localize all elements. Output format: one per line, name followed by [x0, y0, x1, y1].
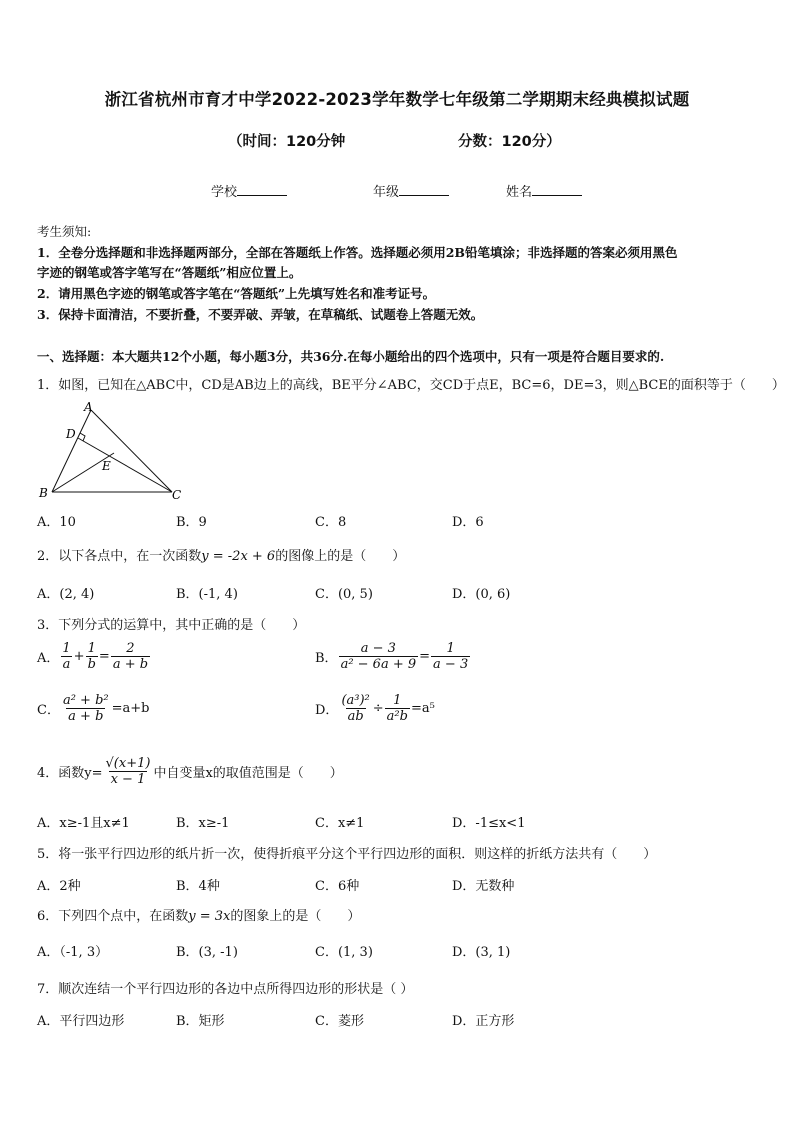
q4-option-b: B．x≥-1 [176, 816, 230, 831]
section-heading: 一、选择题：本大题共12个小题，每小题3分，共36分.在每小题给出的四个选项中，只有一项是符合题目要求的. [37, 349, 665, 364]
denominator: a + b [68, 709, 104, 724]
q6-stem-pre: 6．下列四个点中，在函数 [37, 909, 189, 924]
q2-stem-post: 的图像上的是（ ） [275, 549, 406, 564]
q7-option-b: B．矩形 [176, 1014, 225, 1029]
q3-stem: 3．下列分式的运算中，其中正确的是（ ） [37, 618, 306, 633]
fraction [431, 641, 470, 672]
school-blank [237, 183, 287, 196]
q1-option-b: B．9 [176, 515, 207, 530]
exam-score: 分数：120分） [458, 134, 561, 150]
fraction [385, 693, 410, 724]
numerator: 1 [446, 641, 455, 656]
q4-stem-post: 中自变量x的取值范围是（ ） [153, 766, 343, 781]
q2-option-b: B．(-1, 4) [176, 587, 238, 602]
q3-option-c [37, 693, 149, 724]
q1-option-a: A．10 [37, 515, 76, 530]
denominator: ab [347, 709, 364, 724]
rhs-text: =a⁵ [410, 701, 435, 716]
label-b: B [39, 486, 48, 500]
q3-b-label: B． [315, 651, 338, 666]
notice-item-3: 3．保持卡面清洁，不要折叠，不要弄破、弄皱，在草稿纸、试题卷上答题无效。 [37, 307, 484, 322]
fraction [60, 641, 72, 672]
q3-a-label: A． [37, 651, 60, 666]
q6-option-a: A．（-1, 3） [37, 945, 109, 960]
name-field [506, 181, 582, 200]
q5-option-c: C．6种 [315, 879, 360, 894]
numerator: a² + b² [62, 693, 109, 708]
q1-stem: 1．如图，已知在△ABC中，CD是AB边上的高线，BE平分∠ABC，交CD于点E，BC=6，DE=3，则△BCE的面积等于（ ） [37, 378, 785, 393]
exam-time: （时间：120分钟 [228, 134, 346, 150]
q4-stem [37, 756, 343, 787]
notice-item-2: 2．请用黑色字迹的钢笔或答字笔在“答题纸”上先填写姓名和准考证号。 [37, 286, 436, 301]
label-e: E [102, 459, 111, 473]
q4-option-a: A．x≥-1且x≠1 [37, 816, 130, 831]
label-a: A [84, 400, 93, 414]
denominator: b [87, 657, 96, 672]
numerator: √(x+1) [105, 756, 151, 771]
notice-item-1a: 1．全卷分选择题和非选择题两部分，全部在答题纸上作答。选择题必须用2B铅笔填涂；非选择题的答案必须用黑色 [37, 245, 678, 260]
numerator: (a³)² [341, 693, 370, 708]
numerator: a − 3 [360, 641, 396, 656]
q2-stem-pre: 2．以下各点中，在一次函数 [37, 549, 202, 564]
school-label: 学校 [211, 185, 238, 200]
grade-field [373, 181, 449, 200]
altitude-cd [78, 438, 172, 492]
q2-stem [37, 545, 405, 564]
q3-c-label: C． [37, 703, 60, 718]
q5-stem: 5．将一张平行四边形的纸片折一次，使得折痕平分这个平行四边形的面积．则这样的折纸方法共有（ ） [37, 847, 657, 862]
exam-title: 浙江省杭州市育才中学2022-2023学年数学七年级第二学期期末经典模拟试题 [104, 90, 690, 109]
label-d: D [66, 427, 76, 441]
denominator: a² − 6a + 9 [340, 657, 417, 672]
fraction [111, 641, 150, 672]
q1-triangle-figure [36, 396, 186, 504]
q1-option-d: D．6 [452, 515, 484, 530]
denominator: a²b [386, 709, 408, 724]
q5-option-d: D．无数种 [452, 879, 515, 894]
q6-stem [37, 905, 360, 924]
q4-stem-pre: 4．函数y= [37, 766, 103, 781]
q3-option-a [37, 641, 151, 672]
q2-option-d: D．(0, 6) [452, 587, 511, 602]
q6-formula: y = 3x [188, 909, 231, 924]
notice-item-1b: 字迹的钢笔或答字笔写在“答题纸”相应位置上。 [37, 265, 302, 280]
q3-d-label: D． [315, 703, 339, 718]
school-field [211, 181, 287, 200]
q3-option-b [315, 641, 471, 672]
q7-stem: 7．顺次连结一个平行四边形的各边中点所得四边形的形状是（ ） [37, 982, 414, 997]
q7-option-c: C．菱形 [315, 1014, 364, 1029]
fraction [104, 756, 153, 787]
name-label: 姓名 [506, 185, 533, 200]
q2-option-c: C．(0, 5) [315, 587, 373, 602]
denominator: a − 3 [433, 657, 469, 672]
q4-option-d: D．-1≤x<1 [452, 816, 526, 831]
q6-stem-post: 的图象上的是（ ） [230, 909, 361, 924]
numerator: 1 [62, 641, 71, 656]
equals-sign: = [419, 649, 431, 664]
numerator: 1 [393, 693, 402, 708]
plus-sign: + [73, 649, 85, 664]
q6-option-d: D．(3, 1) [452, 945, 511, 960]
grade-label: 年级 [373, 185, 400, 200]
name-blank [532, 183, 582, 196]
numerator: 1 [87, 641, 96, 656]
q2-formula: y = -2x + 6 [201, 549, 276, 564]
q5-option-b: B．4种 [176, 879, 220, 894]
q6-option-b: B．(3, -1) [176, 945, 238, 960]
q3-option-d [315, 693, 435, 724]
numerator: 2 [126, 641, 135, 656]
q4-option-c: C．x≠1 [315, 816, 365, 831]
notice-heading: 考生须知: [37, 224, 92, 239]
fraction [61, 693, 111, 724]
q6-option-c: C．(1, 3) [315, 945, 373, 960]
denominator: a [62, 657, 71, 672]
q5-option-a: A．2种 [37, 879, 81, 894]
fraction [339, 693, 371, 724]
q2-option-a: A．(2, 4) [37, 587, 95, 602]
denominator: a + b [112, 657, 149, 672]
q1-option-c: C．8 [315, 515, 347, 530]
fraction [86, 641, 98, 672]
equals-sign: = [98, 649, 110, 664]
q7-option-a: A．平行四边形 [37, 1014, 125, 1029]
fraction [339, 641, 419, 672]
q7-option-d: D．正方形 [452, 1014, 515, 1029]
rhs-text: =a+b [111, 701, 150, 716]
grade-blank [399, 183, 449, 196]
denominator: x − 1 [110, 772, 146, 787]
edge-ac [91, 410, 172, 492]
divide-sign: ÷ [372, 701, 384, 716]
label-c: C [172, 488, 182, 502]
